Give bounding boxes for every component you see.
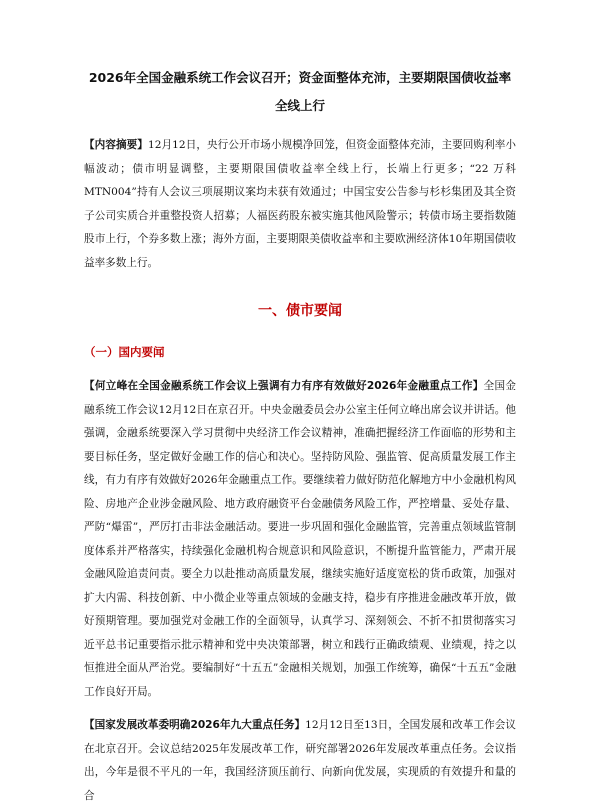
news-headline: 【何立峰在全国金融系统工作会议上强调有力有序有效做好2026年金融重点工作】 [84,380,484,392]
news-headline: 【国家发展改革委明确2026年九大重点任务】 [84,719,306,731]
content-summary [84,134,516,275]
section-title: 一、债市要闻 [258,303,342,319]
news-item [84,714,516,808]
news-item [84,375,516,704]
document-title: 2026年全国金融系统工作会议召开；资金面整体充沛，主要期限国债收益率全线上行 [88,70,512,113]
summary-label: 【内容摘要】 [84,139,148,151]
subsection-title: （一）国内要闻 [84,345,165,359]
news-body: 全国金融系统工作会议12月12日在京召开。中央金融委员会办公室主任何立峰出席会议并讲话。他强调，金融系统要深入学习贯彻中央经济工作会议精神，准确把握经济工作面临的形势和主要目标任务，坚定做好金融工作的信心和决心。坚持防风险、强监管、促高质量发展工作主线，有力有序有效做好2026年金融重点工作。要继续着力做好防范化解地方中小金融机构风险、房地产企业涉金融风险、地方政府融资平台金融债务风险工作，严控增量、妥处存量、严防“爆雷”，严厉打击非法金融活动。要进一步巩固和强化金融监管，完善重点领域监管制度体系并严格落实，持续强化金融机构合规意识和风险意识，不断提升监管能力，严肃开展金融风险追责问责。要全力以赴推动高质量发展，继续实施好适度宽松的货币政策，加强对扩大内需、科技创新、中小微企业等重点领域的金融支持，稳步有序推进金融改革开放，做好预期管理。要加强党对金融工作的全面领导，认真学习、深刻领会、不折不扣贯彻落实习近平总书记重要指示批示精神和党中央决策部署，树立和践行正确政绩观、业绩观，持之以恒推进全面从严治党。要编制好“十五五”金融相关规划，加强工作统筹，确保“十五五”金融工作良好开局。 [84,380,517,698]
news-body: 12月12日至13日，全国发展和改革工作会议在北京召开。会议总结2025年发展改革工作，研究部署2026年发展改革重点任务。会议指出，今年是很不平凡的一年，我国经济顶压前行、向新向优发展，实现质的有效提升和量的合 [84,719,516,802]
summary-text: 12月12日，央行公开市场小规模净回笼，但资金面整体充沛，主要回购利率小幅波动；债市明显调整，主要期限国债收益率全线上行，长端上行更多；“22 万科 MTN004”持有人会议三项展期议案均未获有效通过；中国宝安公告参与杉杉集团及其全资子公司实质合并重整投资人招募；人福医药股东被实施其他风险警示；转债市场主要指数随股市上行，个券多数上涨；海外方面，主要期限美债收益率和主要欧洲经济体10年期国债收益率多数上行。 [84,139,516,269]
